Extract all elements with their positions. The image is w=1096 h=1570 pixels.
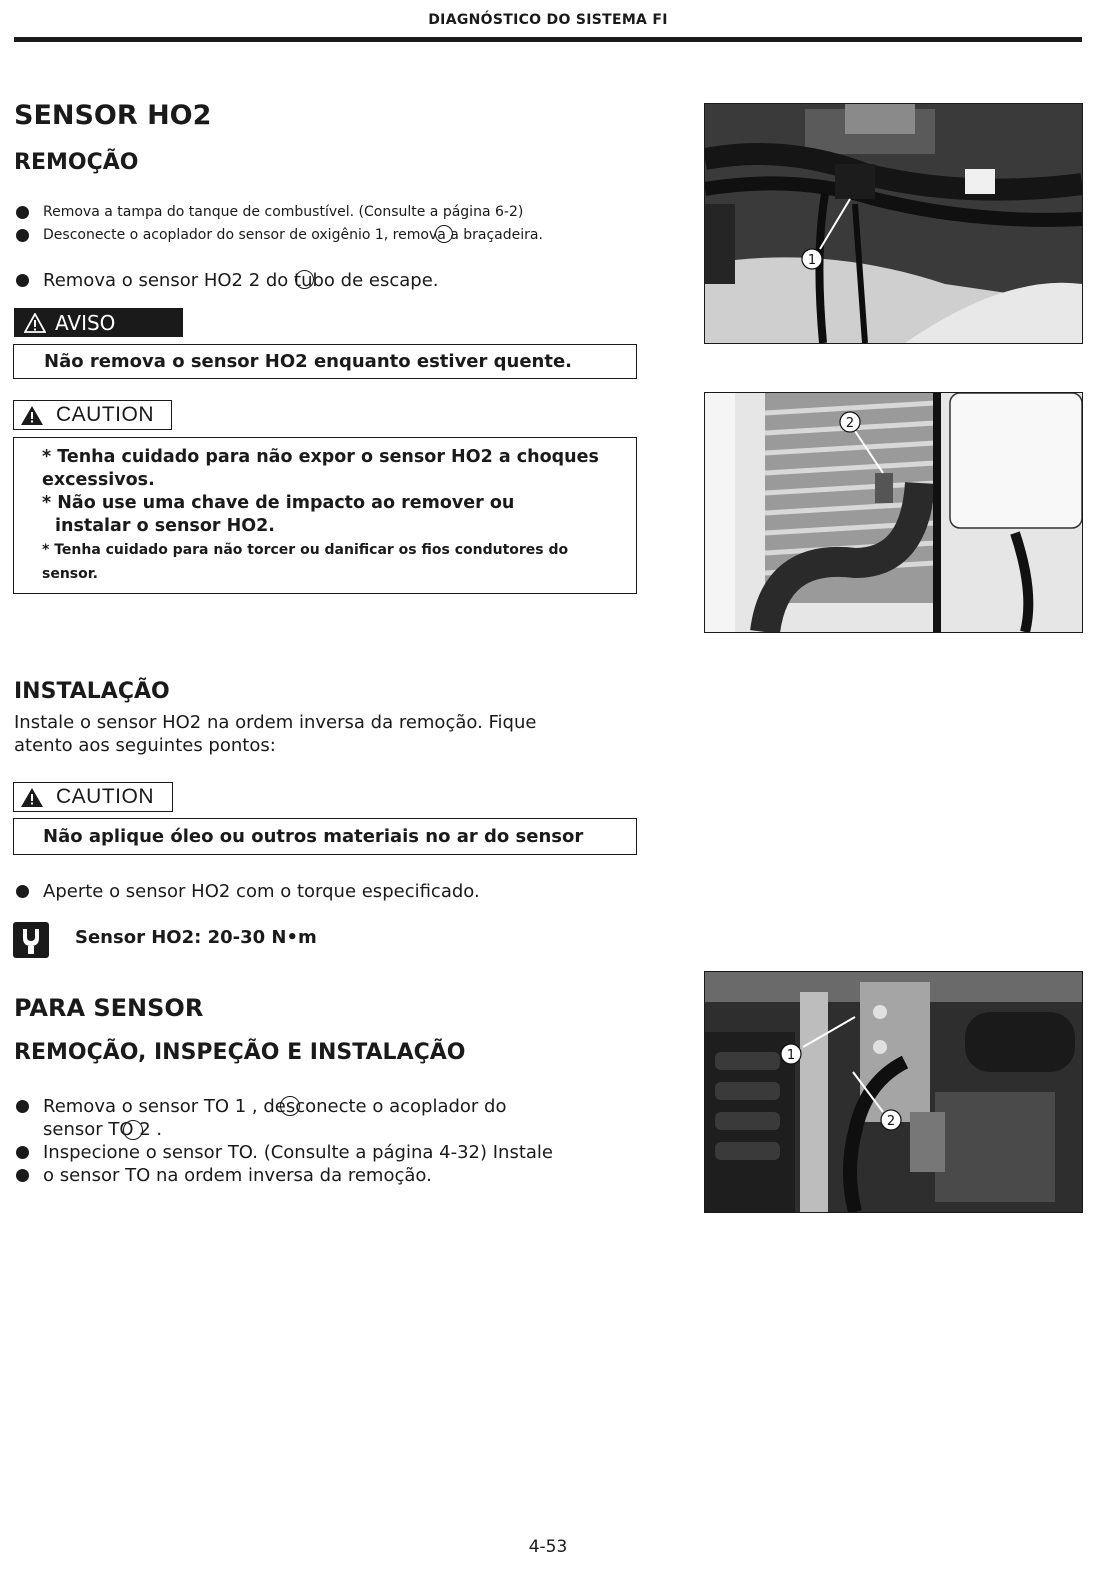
caution-line: * Tenha cuidado para não expor o sensor HO2 a choques — [42, 447, 599, 467]
caution-line: * Tenha cuidado para não torcer ou danificar os fios condutores do — [42, 542, 569, 558]
bullet-dot-icon — [16, 1100, 29, 1113]
header-rule — [14, 37, 1082, 42]
callout-label: 2 — [845, 416, 855, 431]
caution-line: instalar o sensor HO2. — [55, 516, 275, 536]
caution-label — [13, 400, 172, 430]
caution-line: excessivos. — [42, 470, 155, 490]
callout-label: 1 — [807, 253, 817, 268]
circle-marker-icon — [280, 1096, 300, 1116]
installation-caution-box — [13, 818, 637, 855]
aviso-text: Não remova o sensor HO2 enquanto estiver quente. — [44, 351, 573, 372]
section-title-para-sensor: PARA SENSOR — [14, 994, 204, 1022]
callout-label: 1 — [786, 1048, 796, 1063]
removal-steps-large — [14, 269, 654, 292]
warning-triangle-icon — [20, 787, 44, 808]
aviso-label — [14, 308, 183, 337]
removal-steps-small — [14, 201, 654, 247]
section-title-sensor-ho2: SENSOR HO2 — [14, 100, 212, 131]
circle-marker-icon — [295, 270, 314, 289]
warning-triangle-icon — [24, 313, 46, 333]
installation-caution-text: Não aplique óleo ou outros materiais no ar do sensor — [43, 826, 584, 847]
bullet-dot-icon — [16, 1146, 29, 1159]
list-item: Aperte o sensor HO2 com o torque especificado. — [14, 880, 654, 903]
photo-ho2-connector — [704, 103, 1083, 344]
list-item: Remova a tampa do tanque de combustível. (Consulte a página 6-2) — [14, 201, 654, 224]
aviso-label-text: AVISO — [55, 310, 116, 335]
list-item: sensor TO 2 . — [43, 1119, 163, 1140]
circle-marker-icon — [123, 1120, 143, 1140]
subsection-title-installation: INSTALAÇÃO — [14, 679, 170, 704]
page-number: 4-53 — [528, 1537, 568, 1557]
list-item: Inspecione o sensor TO. (Consulte a página 4-32) Instale — [43, 1142, 553, 1163]
circle-marker-icon — [435, 225, 453, 243]
list-item: Desconecte o acoplador do sensor de oxigênio 1, remova a braçadeira. — [14, 224, 654, 247]
caution-label-text: CAUTION — [56, 403, 154, 426]
torque-spec: Sensor HO2: 20-30 N•m — [75, 927, 317, 948]
list-item: o sensor TO na ordem inversa da remoção. — [43, 1165, 432, 1186]
list-item: Remova o sensor TO 1 , desconecte o acoplador do — [43, 1096, 507, 1117]
torque-wrench-icon — [13, 922, 49, 958]
page-header-title: DIAGNÓSTICO DO SISTEMA FI — [428, 12, 668, 28]
aviso-box — [13, 344, 637, 379]
callout-label: 2 — [886, 1114, 896, 1129]
caution-box — [13, 437, 637, 594]
para-sensor-steps — [14, 1095, 654, 1187]
caution-line: * Não use uma chave de impacto ao remover ou — [42, 493, 515, 513]
installation-text: Instale o sensor HO2 na ordem inversa da remoção. Fique atento aos seguintes pontos: — [14, 712, 537, 756]
caution-label-text: CAUTION — [56, 785, 154, 808]
caution-label-installation — [13, 782, 173, 812]
subsection-title-removal: REMOÇÃO — [14, 150, 139, 175]
caution-line: sensor. — [42, 566, 98, 582]
photo-ho2-exhaust — [704, 392, 1083, 633]
subsection-title-para-sensor: REMOÇÃO, INSPEÇÃO E INSTALAÇÃO — [14, 1040, 466, 1065]
warning-triangle-icon — [20, 405, 44, 426]
installation-steps — [14, 880, 654, 903]
bullet-dot-icon — [16, 1169, 29, 1182]
photo-to-sensor — [704, 971, 1083, 1213]
list-item: Remova o sensor HO2 2 do tubo de escape. — [14, 269, 654, 292]
